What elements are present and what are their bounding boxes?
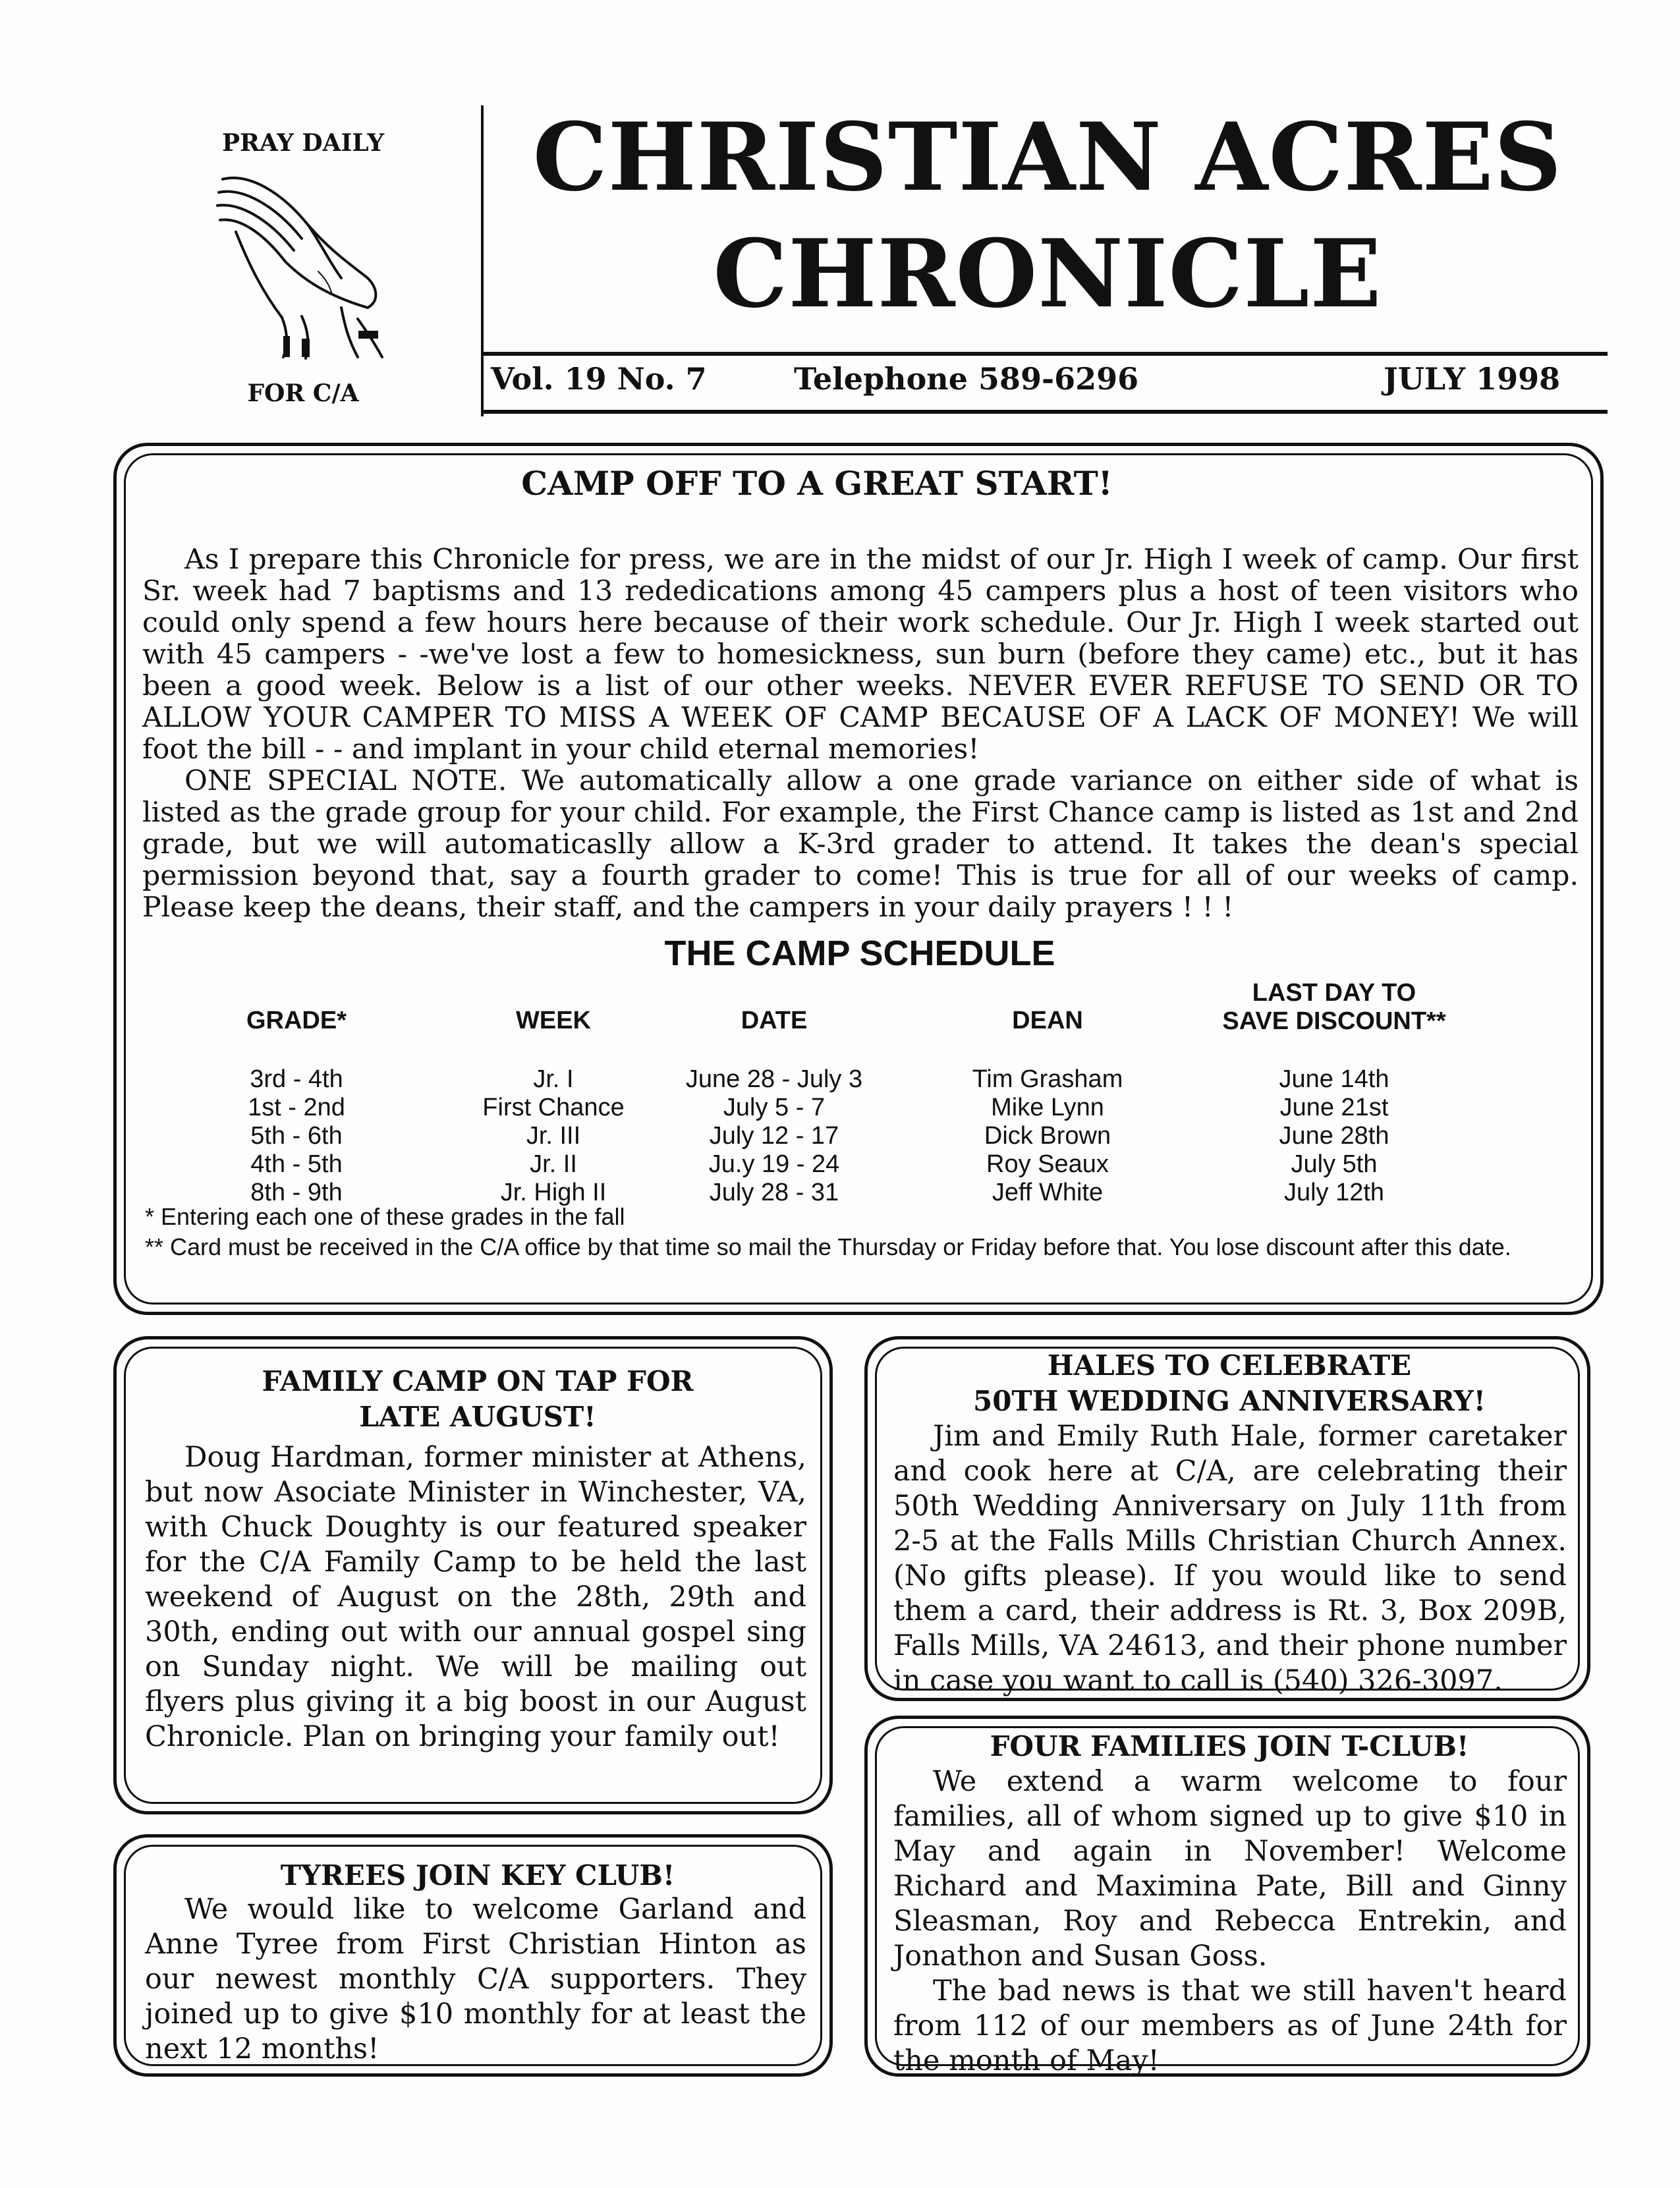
hales-headline-line1: HALES TO CELEBRATE <box>1047 1349 1412 1382</box>
table-cell: Jeff White <box>992 1179 1104 1206</box>
schedule-column-week <box>428 1065 679 1207</box>
hales-body <box>893 1419 1567 1698</box>
masthead-rule-top <box>481 352 1608 356</box>
issue-date: JULY 1998 <box>1384 361 1561 397</box>
schedule-column-dean <box>936 1065 1160 1207</box>
hales-headline-line2: 50TH WEDDING ANNIVERSARY! <box>972 1385 1486 1417</box>
family-camp-headline-line1: FAMILY CAMP ON TAP FOR <box>262 1365 694 1397</box>
schedule-header-dean: DEAN <box>1012 1007 1083 1034</box>
masthead-divider <box>481 105 484 416</box>
table-cell: 1st - 2nd <box>248 1094 345 1121</box>
schedule-footnote-discount: ** Card must be received in the C/A office by that time so mail the Thursday or Friday before that. You lose discount after this date. <box>145 1233 1511 1260</box>
schedule-header-grade: GRADE* <box>246 1007 347 1034</box>
table-cell: Ju.y 19 - 24 <box>708 1150 840 1178</box>
table-cell: Mike Lynn <box>991 1094 1104 1121</box>
tyrees-paragraph: We would like to welcome Garland and Anne Tyree from First Christian Hinton as our newest monthly C/A supporters. They joined up to give $10 monthly for at least the next 12 months! <box>145 1893 806 2065</box>
tyrees-body <box>145 1892 806 2067</box>
for-ca-label: FOR C/A <box>247 379 359 407</box>
t-club-body <box>893 1764 1567 2079</box>
main-article-body <box>142 544 1579 924</box>
family-camp-headline <box>138 1364 817 1435</box>
t-club-headline: FOUR FAMILIES JOIN T-CLUB! <box>990 1730 1469 1762</box>
praying-hands-icon <box>210 166 394 361</box>
tyrees-headline: TYREES JOIN KEY CLUB! <box>280 1859 675 1892</box>
pray-daily-label: PRAY DAILY <box>221 129 385 157</box>
hales-paragraph: Jim and Emily Ruth Hale, former caretaker and cook here at C/A, are celebrating their 50th Wedding Anniversary on July 11th from 2-5 at the Falls Mills Christian Church Annex. (No gifts please). If you would like to send them a card, their address is Rt. 3, Box 209B, Falls Mills, VA 24613, and their phone number in case you want to call is (540) 326-3097. <box>893 1420 1567 1697</box>
table-cell: June 28 - July 3 <box>685 1065 863 1093</box>
t-club-paragraph: We extend a warm welcome to four families, all of whom signed up to give $10 in May and again in November! Welcome Richard and Maximina Pate, Bill and Ginny Sleasman, Roy and Rebecca Entrekin, and Jonathon and Susan Goss. <box>893 1765 1567 1973</box>
schedule-column-last-day <box>1179 1065 1489 1207</box>
table-cell: Jr. High II <box>500 1179 607 1206</box>
schedule-header-week: WEEK <box>516 1007 591 1034</box>
schedule-header-last-day-line1: LAST DAY TO <box>1252 979 1416 1007</box>
table-cell: July 12 - 17 <box>709 1122 839 1150</box>
main-article-paragraph: ONE SPECIAL NOTE. We automatically allow a one grade variance on either side of what is listed as the grade group for your child. For example, the First Chance camp is listed as 1st and 2nd grade, but we will automaticaslly allow a K-3rd grader to attend. It takes the dean's special permission beyond that, say a fourth grader to come! This is true for all of our weeks of camp. Please keep the deans, their staff, and the campers in your daily prayers ! ! ! <box>142 765 1579 924</box>
table-cell: Jr. III <box>526 1122 581 1150</box>
table-cell: July 5th <box>1291 1150 1378 1178</box>
schedule-column-grade <box>198 1065 395 1207</box>
table-cell: 5th - 6th <box>250 1122 343 1150</box>
table-cell: June 14th <box>1279 1065 1389 1093</box>
table-cell: Roy Seaux <box>986 1150 1109 1178</box>
newsletter-title-line1: CHRISTIAN ACRES <box>532 103 1563 212</box>
schedule-column-date <box>659 1065 889 1207</box>
masthead-rule-bottom <box>481 410 1608 414</box>
t-club-paragraph: The bad news is that we still haven't heard from 112 of our members as of June 24th for the month of May! <box>893 1975 1567 2077</box>
family-camp-paragraph: Doug Hardman, former minister at Athens, but now Asociate Minister in Winchester, VA, with Chuck Doughty is our featured speaker for the C/A Family Camp to be held the last weekend of August on the 28th, 29th and 30th, ending out with our annual gospel sing on Sunday night. We will be mailing out flyers plus giving it a big boost in our August Chronicle. Plan on bringing your family out! <box>145 1441 806 1753</box>
hales-headline <box>887 1348 1572 1419</box>
table-cell: July 5 - 7 <box>723 1094 826 1121</box>
table-cell: Dick Brown <box>984 1122 1111 1150</box>
main-article-headline: CAMP OFF TO A GREAT START! <box>521 464 1113 503</box>
table-cell: First Chance <box>482 1094 625 1121</box>
family-camp-headline-line2: LATE AUGUST! <box>359 1401 596 1433</box>
table-cell: June 28th <box>1279 1122 1389 1150</box>
table-cell: 8th - 9th <box>250 1179 343 1206</box>
table-cell: Tim Grasham <box>972 1065 1123 1093</box>
telephone-number: Telephone 589-6296 <box>794 361 1139 397</box>
table-cell: June 21st <box>1279 1094 1389 1121</box>
table-cell: 3rd - 4th <box>250 1065 343 1093</box>
table-cell: July 12th <box>1283 1179 1385 1206</box>
newsletter-title-line2: CHRONICLE <box>713 219 1382 329</box>
schedule-header-date: DATE <box>741 1007 808 1034</box>
schedule-footnote-grade: * Entering each one of these grades in the fall <box>145 1203 625 1230</box>
schedule-header-last-day <box>1179 979 1489 1036</box>
table-cell: 4th - 5th <box>250 1150 343 1178</box>
table-cell: Jr. II <box>530 1150 577 1178</box>
main-article-paragraph: As I prepare this Chronicle for press, we are in the midst of our Jr. High I week of camp. Our first Sr. week had 7 baptisms and 13 rededications among 45 campers plus a host of teen visitors who could only spend a few hours here because of their work schedule. Our Jr. High I week started out with 45 campers - -we've lost a few to homesickness, sun burn (before they came) etc., but it has been a good week. Below is a list of our other weeks. NEVER EVER REFUSE TO SEND OR TO ALLOW YOUR CAMPER TO MISS A WEEK OF CAMP BECAUSE OF A LACK OF MONEY! We will foot the bill - - and implant in your child eternal memories! <box>142 544 1579 766</box>
table-cell: Jr. I <box>533 1065 574 1093</box>
table-cell: July 28 - 31 <box>709 1179 839 1206</box>
family-camp-body <box>145 1440 806 1754</box>
camp-schedule-title: THE CAMP SCHEDULE <box>664 934 1055 973</box>
schedule-header-last-day-line2: SAVE DISCOUNT** <box>1222 1007 1446 1035</box>
volume-number: Vol. 19 No. 7 <box>491 361 707 397</box>
